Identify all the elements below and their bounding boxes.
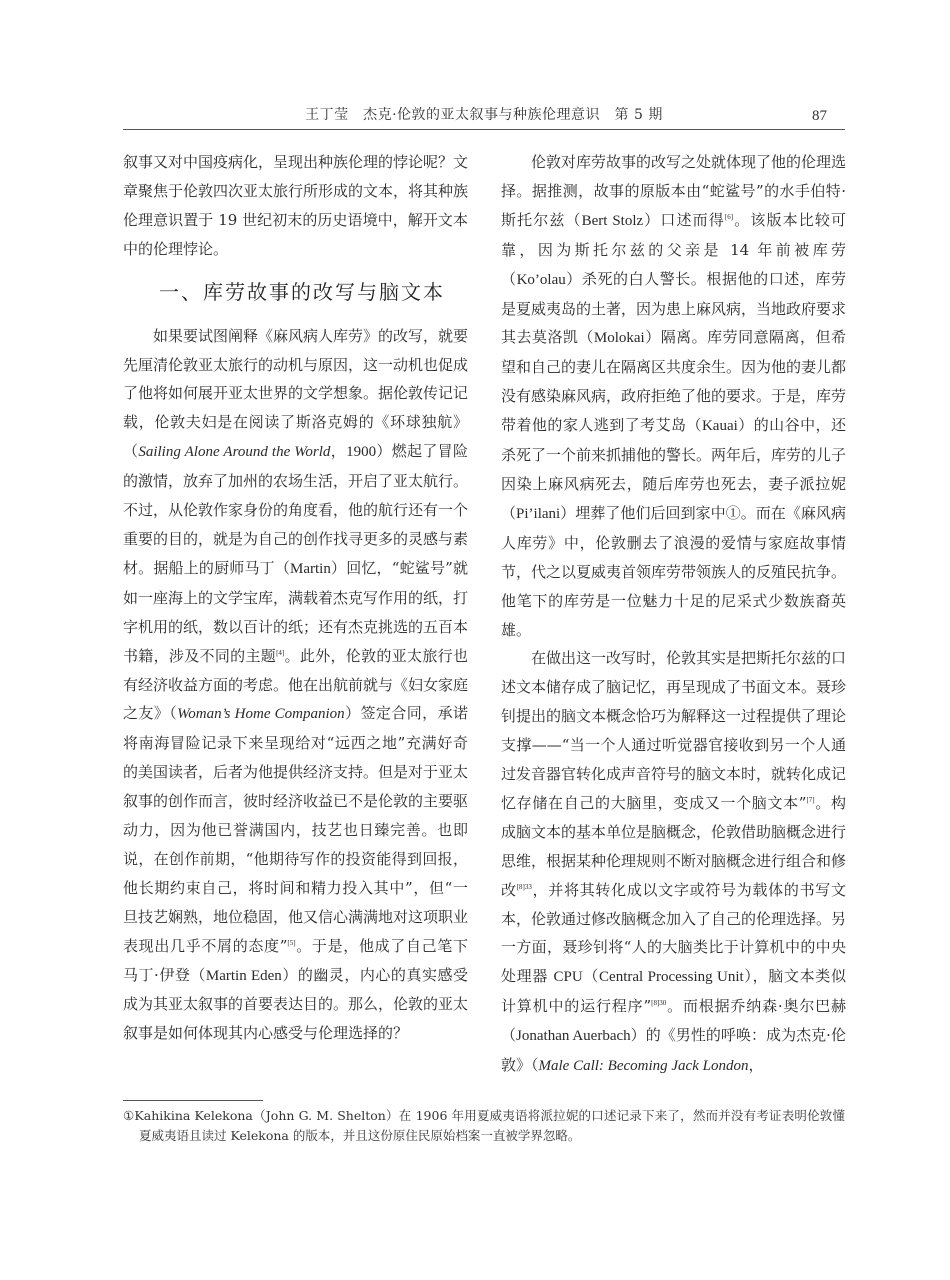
paragraph-text: ）杀死的白人警长。根据他的口述，库劳是夏威夷岛的土著，因为患上麻风病，当地政府要求其去莫洛凯（ <box>501 269 847 347</box>
place-text: Molokai <box>593 330 645 347</box>
paragraph-text: 。该版本比较可靠，因为斯托尔兹的父亲是 14 年前被库劳（ <box>501 210 846 288</box>
term-text: CPU（Central Processing Unit） <box>553 969 753 986</box>
paragraph-text: 叙事又对中国疫病化，呈现出种族伦理的悖论呢？文章聚焦于伦敦四次亚太旅行所形成的文本，将其种族伦理意识置于 19 世纪初末的历史语境中，解开文本中的伦理悖论。 <box>123 153 469 258</box>
name-text: Martin Eden <box>205 967 282 984</box>
footnote <box>123 1106 845 1146</box>
name-text: Martin <box>290 560 331 577</box>
citation-ref: [8]30 <box>651 999 667 1008</box>
page-number: 87 <box>812 108 827 124</box>
paragraph-text: ，脑文本类似计算机中的运行程序” <box>501 967 846 1016</box>
name-text: Pi’ilani <box>516 505 561 522</box>
paragraph-text: ）口述而得 <box>643 210 725 229</box>
right-column <box>501 148 846 1081</box>
paragraph-text: ）签定合同，承诺将南海冒险记录下来呈现给对“远西之地”充满好奇的美国读者，后者为他提供经济支持。但是对于亚太叙事的创作而言，彼时经济收益已不是伦敦的主要驱动力，因为他已誉满国内，技艺也日臻完善。也即说，在创作前期，“他期待写作的投资能得到回报，他长期约束自己，将时间和精力投入其中”，但“一旦技艺娴熟，地位稳固，他又信心满满地对这项职业表现出几乎不屑的态度” <box>123 704 469 955</box>
book-title-italic: Sailing Alone Around the World <box>138 444 331 461</box>
paragraph-brain-text <box>501 644 846 1081</box>
paragraph-text: 。此外，伦敦的亚太旅行也有经济收益方面的考虑。他在出航前就与《妇女家庭之友》（ <box>123 646 469 723</box>
footnote-rule <box>123 1100 263 1101</box>
paragraph-intro-continued <box>123 148 468 264</box>
running-title: 王丁莹 杰克·伦敦的亚太叙事与种族伦理意识 第 5 期 <box>305 107 663 123</box>
paragraph-text: ）的幽灵，内心的真实感受成为其亚太叙事的首要表达目的。那么，伦敦的亚太叙事是如何体现其内心感受与伦理选择的？ <box>123 965 469 1043</box>
section-heading: 一、库劳故事的改写与脑文本 <box>159 279 445 304</box>
paragraph-text: ）回忆，“蛇鲨号”就如一座海上的文学宝库，满载着杰克写作用的纸，打字机用的纸，数以百计的纸；还有杰克挑选的五百本书籍，涉及不同的主题 <box>123 558 469 665</box>
paragraph-text: 。构成脑文本的基本单位是脑概念，伦敦借助脑概念进行思维，根据某种伦理规则不断对脑概念进行组合和修改 <box>501 793 847 899</box>
running-header <box>123 104 845 130</box>
header-rule <box>123 129 845 130</box>
paragraph-text: ）隔离。库劳同意隔离，但希望和自己的妻儿在隔离区共度余生。因为他的妻儿都没有感染麻风病，政府拒绝了他的要求。于是，库劳带着他的家人逃到了考艾岛（ <box>501 328 847 435</box>
footnote-entry <box>123 1106 845 1146</box>
paragraph-text: 在做出这一改写时，伦敦其实是把斯托尔兹的口述文本储存成了脑记忆，再呈现成了书面文本。聂珍钊提出的脑文本概念恰巧为解释这一过程提供了理论支撑——“当一个人通过听觉器官接收到另一个人通过发音器官转化成声音符号的脑文本时，就转化成记忆存储在自己的大脑里，变成又一个脑文本” <box>501 649 847 812</box>
name-text: Ko’olau <box>516 271 566 288</box>
citation-ref: [6] <box>724 212 734 221</box>
book-title-italic: Male Call: Becoming Jack London <box>538 1058 749 1075</box>
place-text: Kauai <box>701 418 738 435</box>
citation-ref: [8]33 <box>516 882 532 891</box>
left-column <box>123 148 468 1048</box>
citation-ref: [4] <box>276 648 285 657</box>
paragraph-text: ）的山谷中，还杀死了一个前来抓捕他的警长。两年后，库劳的儿子因染上麻风病死去，随后库劳也死去，妻子派拉妮（ <box>501 416 847 522</box>
citation-ref: [7] <box>806 795 815 804</box>
paragraph-text: 。而在《麻风病人库劳》中，伦敦删去了浪漫的爱情与家庭故事情节，代之以夏威夷首领库劳带领族人的反殖民抗争。他笔下的库劳是一位魅力十足的尼采式少数族裔英雄。 <box>501 503 847 639</box>
paragraph-text: ，并将其转化成以文字或符号为载体的书写文本，伦敦通过修改脑概念加入了自己的伦理选择。另一方面，聂珍钊将“人的大脑类比于计算机中的中央处理器 <box>501 880 847 986</box>
year-text: 1900 <box>346 444 377 461</box>
paragraph-motivation <box>123 322 468 1049</box>
name-text: Jonathan Auerbach <box>516 1028 631 1045</box>
footnote-text: Kahikina Kelekona（John G. M. Shelton）在 1906 年用夏威夷语将派拉妮的口述记录下来了，然而并没有考证表明伦敦懂夏威夷语且读过 Kelekona 的版本，并且这份原住民原始档案一直被学界忽略。 <box>134 1108 845 1143</box>
paragraph-text: 。于是，他成了自己笔下马丁·伊登（ <box>123 936 468 984</box>
paragraph-text: 。而根据乔纳森·奥尔巴赫（ <box>501 997 846 1045</box>
paragraph-text: ）埋葬了他们后回到家中 <box>560 503 726 522</box>
paragraph-text: ， <box>330 442 347 461</box>
footnote-marker: ① <box>725 503 741 522</box>
paragraph-text: ， <box>748 1056 764 1075</box>
paragraph-text: ）燃起了冒险的激情，放弃了加州的农场生活，开启了亚太航行。不过，从伦敦作家身份的角度看，他的航行还有一个重要的目的，就是为自己的创作找寻更多的灵感与素材。据船上的厨师马丁（ <box>123 442 469 577</box>
paragraph-text: 如果要试图阐释《麻风病人库劳》的改写，就要先厘清伦敦亚太旅行的动机与原因，这一动机也促成了他将如何展开亚太世界的文学想象。据伦敦传记记载，伦敦夫妇是在阅读了斯洛克姆的《环球独航》（ <box>123 326 469 461</box>
name-text: Bert Stolz <box>581 212 644 229</box>
citation-ref: [5] <box>287 938 296 947</box>
paragraph-text: ）的《男性的呼唤：成为杰克·伦敦》（ <box>501 1026 846 1075</box>
paragraph-koolau-story <box>501 148 846 644</box>
magazine-title-italic: Woman’s Home Companion <box>177 706 345 723</box>
paragraph-text: 伦敦对库劳故事的改写之处就体现了他的伦理选择。据推测，故事的原版本由“蛇鲨号”的水手伯特·斯托尔兹（ <box>501 153 847 229</box>
footnote-marker: ① <box>123 1108 135 1123</box>
